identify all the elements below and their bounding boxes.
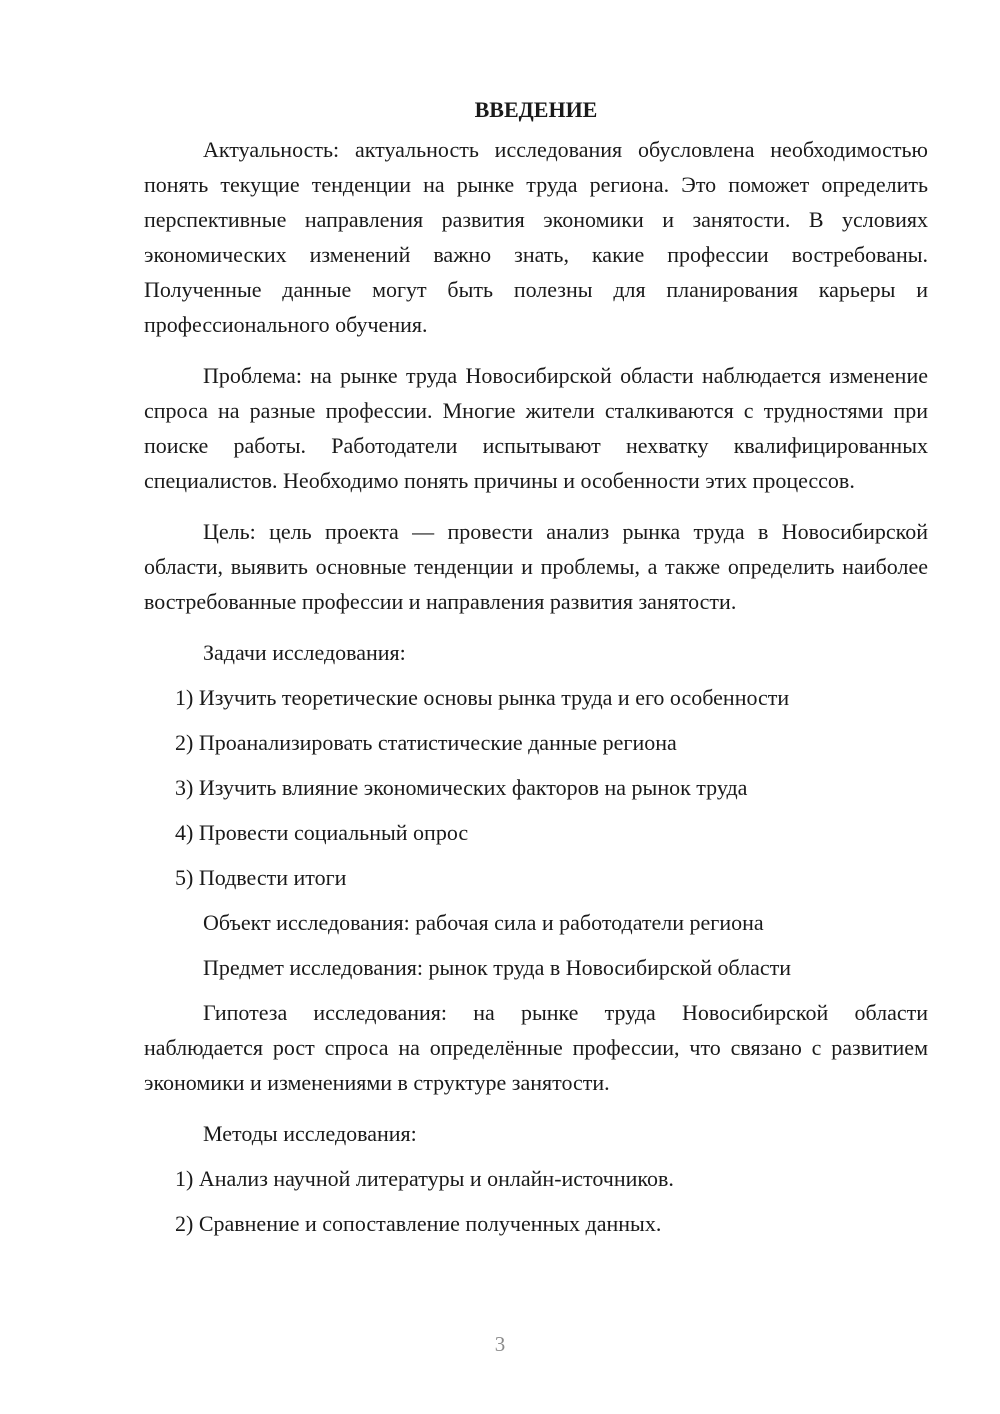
methods-heading: Методы исследования: [203, 1121, 417, 1146]
page-number: 3 [494, 1332, 506, 1356]
relevance-paragraph: Актуальность: актуальность исследования обусловлена необходимостью понять текущие тенденции на рынке труда региона. Это поможет определить перспективные направления развития экономики и занятости. В условиях экономических изменений важно знать, какие профессии востребованы. Полученные данные могут быть полезны для планирования карьеры и профессионального обучения. [144, 137, 928, 337]
task-item: 3) Изучить влияние экономических факторов на рынок труда [175, 775, 748, 800]
hypothesis-paragraph: Гипотеза исследования: на рынке труда Новосибирской области наблюдается рост спроса на определённые профессии, что связано с развитием экономики и изменениями в структуре занятости. [144, 1000, 928, 1095]
task-item: 1) Изучить теоретические основы рынка труда и его особенности [175, 685, 790, 710]
object-paragraph: Объект исследования: рабочая сила и работодатели региона [203, 910, 764, 935]
goal-paragraph: Цель: цель проекта — провести анализ рынка труда в Новосибирской области, выявить основные тенденции и проблемы, а также определить наиболее востребованные профессии и направления развития занятости. [144, 519, 928, 614]
task-item: 2) Проанализировать статистические данные региона [175, 730, 677, 755]
problem-paragraph: Проблема: на рынке труда Новосибирской области наблюдается изменение спроса на разные профессии. Многие жители сталкиваются с трудностями при поиске работы. Работодатели испытывают нехватку квалифицированных специалистов. Необходимо понять причины и особенности этих процессов. [144, 363, 928, 493]
method-item: 2) Сравнение и сопоставление полученных данных. [175, 1211, 662, 1236]
task-item: 5) Подвести итоги [175, 865, 347, 890]
tasks-list [144, 680, 928, 895]
page-title: ВВЕДЕНИЕ [474, 97, 598, 122]
task-item: 4) Провести социальный опрос [175, 820, 469, 845]
document-page [144, 92, 928, 1251]
tasks-heading: Задачи исследования: [203, 640, 406, 665]
methods-list [144, 1161, 928, 1241]
subject-paragraph: Предмет исследования: рынок труда в Новосибирской области [203, 955, 792, 980]
method-item: 1) Анализ научной литературы и онлайн-источников. [175, 1166, 674, 1191]
